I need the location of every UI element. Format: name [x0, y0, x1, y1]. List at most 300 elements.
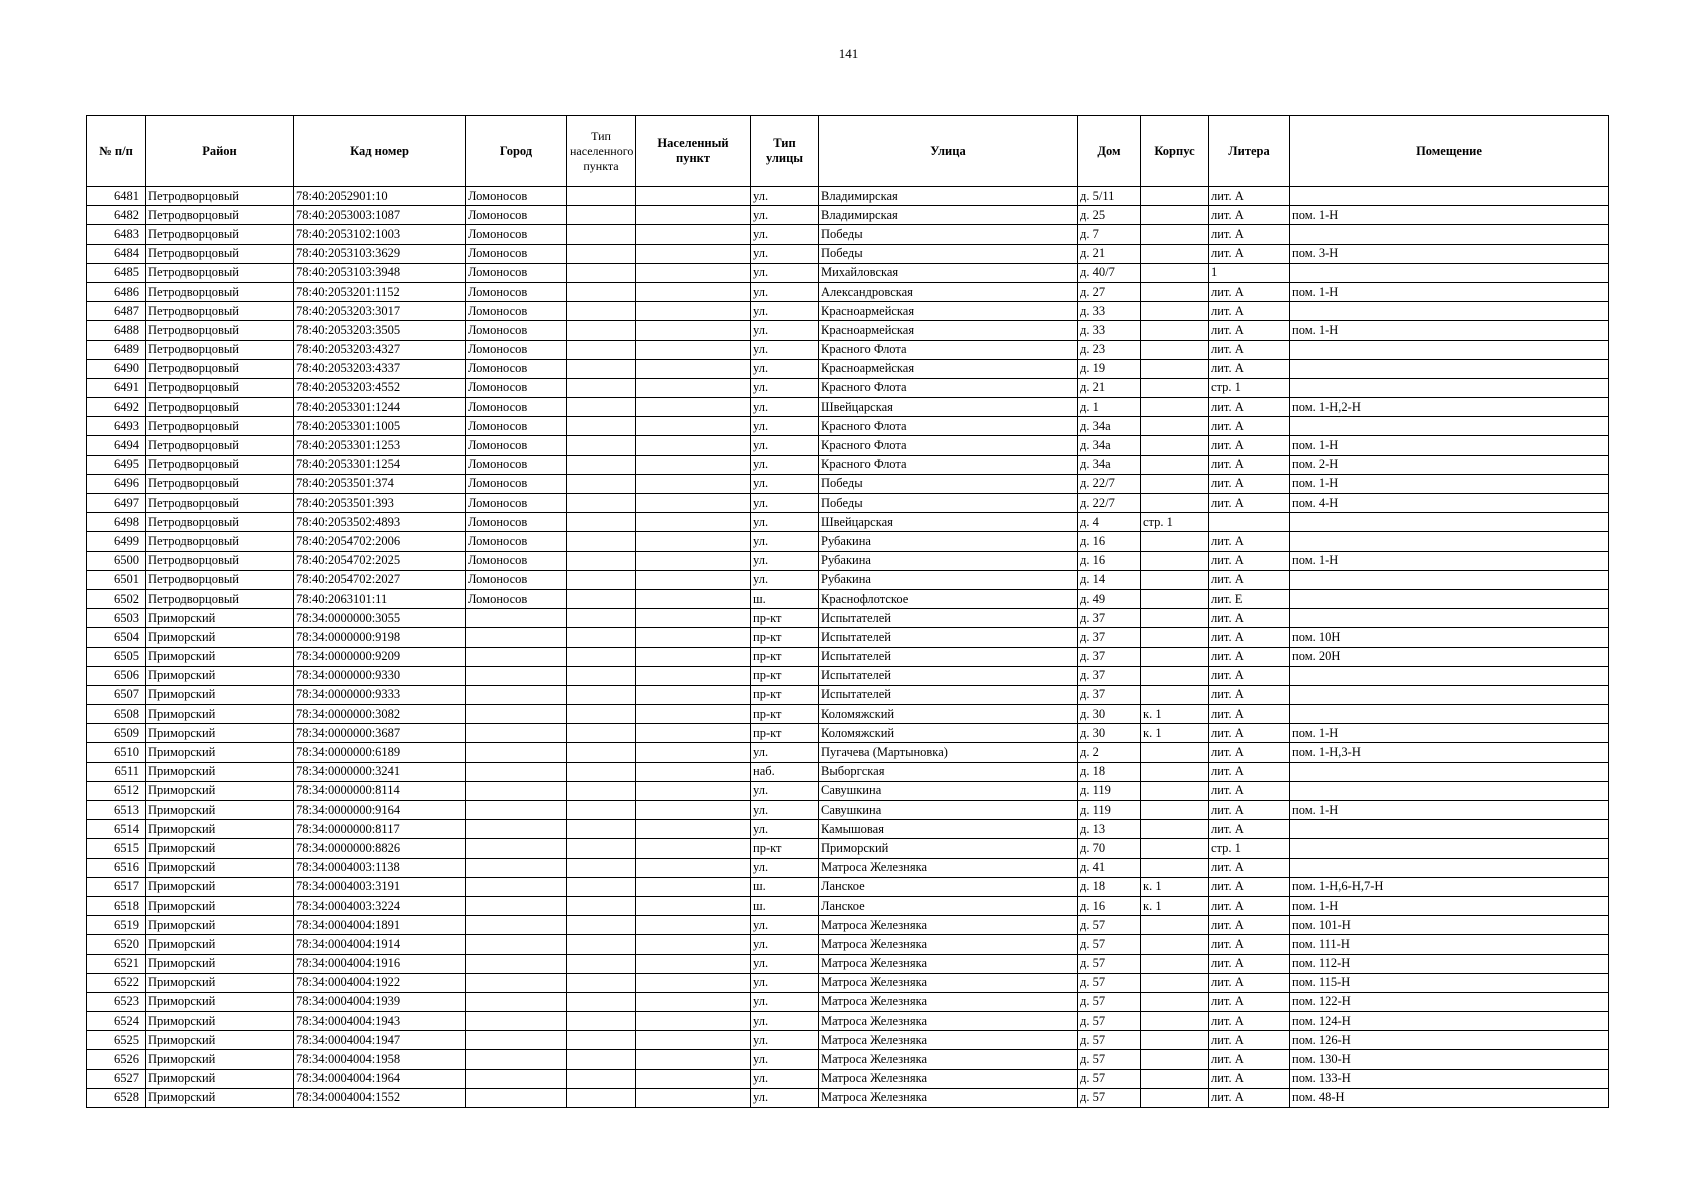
table-cell — [636, 1012, 751, 1031]
table-cell: пр-кт — [751, 724, 819, 743]
table-cell — [466, 1050, 567, 1069]
table-cell: Матроса Железняка — [819, 1088, 1078, 1107]
table-cell — [567, 628, 636, 647]
table-cell: Петродворцовый — [146, 513, 294, 532]
table-cell — [1141, 1069, 1209, 1088]
table-cell — [1290, 705, 1609, 724]
table-cell: Красноармейская — [819, 321, 1078, 340]
table-cell — [567, 570, 636, 589]
table-row — [87, 282, 1609, 301]
table-cell: 6504 — [87, 628, 146, 647]
table-cell: пом. 126-Н — [1290, 1031, 1609, 1050]
table-cell — [1141, 781, 1209, 800]
table-cell: Петродворцовый — [146, 378, 294, 397]
table-cell — [466, 609, 567, 628]
table-cell — [567, 302, 636, 321]
table-cell: Приморский — [819, 839, 1078, 858]
table-cell — [636, 263, 751, 282]
table-cell: д. 33 — [1078, 321, 1141, 340]
table-cell — [636, 992, 751, 1011]
table-cell: Ломоносов — [466, 494, 567, 513]
table-cell: Победы — [819, 244, 1078, 263]
table-cell — [1141, 321, 1209, 340]
table-cell: д. 37 — [1078, 647, 1141, 666]
table-row — [87, 532, 1609, 551]
table-cell — [567, 532, 636, 551]
table-cell: д. 14 — [1078, 570, 1141, 589]
table-cell — [466, 1031, 567, 1050]
table-cell — [567, 743, 636, 762]
table-cell: лит. А — [1209, 1069, 1290, 1088]
table-cell: Приморский — [146, 820, 294, 839]
table-cell: лит. А — [1209, 801, 1290, 820]
table-cell — [466, 628, 567, 647]
table-cell — [1141, 570, 1209, 589]
table-cell: Ломоносов — [466, 436, 567, 455]
table-cell — [636, 973, 751, 992]
table-cell — [567, 609, 636, 628]
table-cell: ул. — [751, 513, 819, 532]
table-cell: Приморский — [146, 628, 294, 647]
table-cell — [636, 743, 751, 762]
table-cell: лит. А — [1209, 858, 1290, 877]
table-cell: Победы — [819, 494, 1078, 513]
table-cell: 6490 — [87, 359, 146, 378]
table-cell — [636, 398, 751, 417]
table-cell: лит. А — [1209, 628, 1290, 647]
table-cell: ул. — [751, 781, 819, 800]
table-cell: ул. — [751, 378, 819, 397]
table-cell: ул. — [751, 206, 819, 225]
table-cell: к. 1 — [1141, 877, 1209, 896]
table-cell: Матроса Железняка — [819, 973, 1078, 992]
table-cell — [1141, 839, 1209, 858]
table-cell: пом. 124-Н — [1290, 1012, 1609, 1031]
table-cell: 78:34:0004004:1947 — [294, 1031, 466, 1050]
table-cell — [567, 896, 636, 915]
table-cell — [636, 455, 751, 474]
table-cell: д. 57 — [1078, 954, 1141, 973]
table-cell — [1141, 935, 1209, 954]
table-cell: лит. А — [1209, 1012, 1290, 1031]
table-cell — [1290, 417, 1609, 436]
table-cell: 78:40:2053301:1244 — [294, 398, 466, 417]
table-cell: д. 13 — [1078, 820, 1141, 839]
table-cell: Испытателей — [819, 685, 1078, 704]
table-cell — [1141, 628, 1209, 647]
table-cell: 6489 — [87, 340, 146, 359]
table-cell: ул. — [751, 282, 819, 301]
table-cell — [466, 935, 567, 954]
table-cell: 6526 — [87, 1050, 146, 1069]
table-cell — [567, 340, 636, 359]
table-cell: д. 27 — [1078, 282, 1141, 301]
table-cell: Победы — [819, 474, 1078, 493]
table-cell — [466, 685, 567, 704]
table-cell: Ломоносов — [466, 302, 567, 321]
table-cell: д. 37 — [1078, 609, 1141, 628]
table-cell: Приморский — [146, 1031, 294, 1050]
table-row — [87, 1050, 1609, 1069]
table-cell: Петродворцовый — [146, 417, 294, 436]
table-cell: пом. 115-Н — [1290, 973, 1609, 992]
table-cell: Савушкина — [819, 801, 1078, 820]
table-cell — [466, 666, 567, 685]
table-cell: Рубакина — [819, 570, 1078, 589]
table-cell: лит. А — [1209, 609, 1290, 628]
table-cell — [1141, 244, 1209, 263]
table-cell: Матроса Железняка — [819, 858, 1078, 877]
table-cell: пом. 10Н — [1290, 628, 1609, 647]
table-cell: Красноармейская — [819, 302, 1078, 321]
table-cell — [1290, 609, 1609, 628]
table-cell: 6527 — [87, 1069, 146, 1088]
table-cell: д. 57 — [1078, 1031, 1141, 1050]
table-row — [87, 743, 1609, 762]
table-cell — [1141, 1088, 1209, 1107]
table-cell: пом. 111-Н — [1290, 935, 1609, 954]
column-header: Тип населенного пункта — [567, 116, 636, 187]
table-cell: ш. — [751, 589, 819, 608]
table-cell: 6509 — [87, 724, 146, 743]
table-cell — [567, 820, 636, 839]
table-cell: Ломоносов — [466, 570, 567, 589]
table-cell — [636, 724, 751, 743]
table-cell: 78:40:2053201:1152 — [294, 282, 466, 301]
table-cell: Ланское — [819, 896, 1078, 915]
table-cell: лит. А — [1209, 225, 1290, 244]
table-cell — [567, 417, 636, 436]
table-cell: 78:34:0004004:1891 — [294, 916, 466, 935]
table-cell: пом. 1-Н,6-Н,7-Н — [1290, 877, 1609, 896]
table-cell: Швейцарская — [819, 513, 1078, 532]
table-cell: Петродворцовый — [146, 263, 294, 282]
table-cell: стр. 1 — [1209, 839, 1290, 858]
table-cell: 78:40:2053501:374 — [294, 474, 466, 493]
table-cell: Петродворцовый — [146, 187, 294, 206]
table-cell — [636, 244, 751, 263]
table-cell: 78:40:2053103:3948 — [294, 263, 466, 282]
table-cell — [1141, 359, 1209, 378]
table-cell — [636, 858, 751, 877]
table-cell: лит. А — [1209, 954, 1290, 973]
table-cell: д. 70 — [1078, 839, 1141, 858]
table-cell: пом. 1-Н — [1290, 321, 1609, 340]
table-cell — [636, 935, 751, 954]
table-cell — [1141, 494, 1209, 513]
table-cell: д. 57 — [1078, 1069, 1141, 1088]
table-cell — [567, 954, 636, 973]
table-cell: 78:40:2053301:1005 — [294, 417, 466, 436]
table-row — [87, 206, 1609, 225]
table-row — [87, 1069, 1609, 1088]
table-row — [87, 820, 1609, 839]
table-cell: ул. — [751, 263, 819, 282]
table-cell: 6492 — [87, 398, 146, 417]
table-cell: Приморский — [146, 973, 294, 992]
table-cell: д. 16 — [1078, 896, 1141, 915]
table-cell — [1141, 1050, 1209, 1069]
table-cell: Коломяжский — [819, 705, 1078, 724]
table-row — [87, 225, 1609, 244]
table-cell: пом. 122-Н — [1290, 992, 1609, 1011]
table-cell — [1290, 378, 1609, 397]
table-cell: Приморский — [146, 705, 294, 724]
table-cell: 6510 — [87, 743, 146, 762]
table-cell: ул. — [751, 551, 819, 570]
table-cell: пом. 1-Н,3-Н — [1290, 743, 1609, 762]
table-cell: Матроса Железняка — [819, 1031, 1078, 1050]
table-cell: лит. А — [1209, 417, 1290, 436]
table-cell: 78:34:0000000:6189 — [294, 743, 466, 762]
table-cell — [1290, 263, 1609, 282]
table-cell — [1290, 858, 1609, 877]
table-cell: Приморский — [146, 935, 294, 954]
table-cell: лит. А — [1209, 532, 1290, 551]
table-cell: 6515 — [87, 839, 146, 858]
table-cell — [567, 647, 636, 666]
table-row — [87, 1031, 1609, 1050]
table-cell: ул. — [751, 244, 819, 263]
table-cell: ул. — [751, 570, 819, 589]
table-cell: 6498 — [87, 513, 146, 532]
table-cell: ул. — [751, 436, 819, 455]
column-header: Корпус — [1141, 116, 1209, 187]
table-cell: д. 57 — [1078, 1050, 1141, 1069]
table-cell: Петродворцовый — [146, 570, 294, 589]
table-cell: лит. А — [1209, 647, 1290, 666]
table-row — [87, 858, 1609, 877]
table-cell — [466, 1088, 567, 1107]
table-cell: Приморский — [146, 858, 294, 877]
table-cell: д. 41 — [1078, 858, 1141, 877]
table-cell — [1290, 762, 1609, 781]
table-cell: пом. 20Н — [1290, 647, 1609, 666]
table-cell: Приморский — [146, 839, 294, 858]
table-cell — [567, 206, 636, 225]
table-cell: лит. А — [1209, 992, 1290, 1011]
table-cell — [636, 628, 751, 647]
table-row — [87, 570, 1609, 589]
table-cell: пр-кт — [751, 839, 819, 858]
table-row — [87, 513, 1609, 532]
table-cell: 1 — [1209, 263, 1290, 282]
table-row — [87, 992, 1609, 1011]
table-cell: Ломоносов — [466, 244, 567, 263]
table-cell: Приморский — [146, 954, 294, 973]
table-cell: 6511 — [87, 762, 146, 781]
table-cell: Приморский — [146, 916, 294, 935]
table-cell: Приморский — [146, 801, 294, 820]
table-cell: 78:40:2052901:10 — [294, 187, 466, 206]
table-cell: ш. — [751, 877, 819, 896]
table-cell: 6523 — [87, 992, 146, 1011]
table-row — [87, 762, 1609, 781]
table-cell: Петродворцовый — [146, 494, 294, 513]
table-cell — [1290, 532, 1609, 551]
table-cell: 78:34:0000000:8114 — [294, 781, 466, 800]
table-cell — [567, 801, 636, 820]
table-cell: пом. 1-Н — [1290, 896, 1609, 915]
table-cell: лит. А — [1209, 743, 1290, 762]
table-cell: д. 57 — [1078, 935, 1141, 954]
table-row — [87, 954, 1609, 973]
table-cell: д. 57 — [1078, 973, 1141, 992]
table-cell: 6508 — [87, 705, 146, 724]
table-cell: Михайловская — [819, 263, 1078, 282]
table-cell — [636, 417, 751, 436]
table-cell: д. 5/11 — [1078, 187, 1141, 206]
table-cell: 6488 — [87, 321, 146, 340]
table-cell: 6506 — [87, 666, 146, 685]
table-cell: Приморский — [146, 743, 294, 762]
table-cell: Приморский — [146, 685, 294, 704]
table-cell: пр-кт — [751, 705, 819, 724]
table-cell — [567, 263, 636, 282]
table-cell — [1141, 858, 1209, 877]
table-cell: д. 30 — [1078, 724, 1141, 743]
table-cell: 6501 — [87, 570, 146, 589]
table-row — [87, 916, 1609, 935]
table-cell — [1290, 781, 1609, 800]
table-cell: Петродворцовый — [146, 244, 294, 263]
table-cell — [1141, 282, 1209, 301]
table-cell — [466, 801, 567, 820]
table-cell: лит. А — [1209, 877, 1290, 896]
table-cell — [636, 954, 751, 973]
table-cell: ул. — [751, 398, 819, 417]
table-cell: Ломоносов — [466, 225, 567, 244]
table-row — [87, 973, 1609, 992]
table-cell — [466, 839, 567, 858]
table-cell: Коломяжский — [819, 724, 1078, 743]
table-cell: пом. 112-Н — [1290, 954, 1609, 973]
table-cell: Приморский — [146, 647, 294, 666]
table-cell: наб. — [751, 762, 819, 781]
table-cell: 78:40:2053003:1087 — [294, 206, 466, 225]
registry-table — [86, 115, 1609, 1108]
table-cell — [636, 206, 751, 225]
table-cell: лит. А — [1209, 474, 1290, 493]
table-cell: лит. А — [1209, 724, 1290, 743]
table-cell: к. 1 — [1141, 724, 1209, 743]
table-cell: пом. 1-Н — [1290, 801, 1609, 820]
table-cell — [567, 436, 636, 455]
table-cell: лит. А — [1209, 282, 1290, 301]
table-cell: лит. А — [1209, 685, 1290, 704]
table-cell: пом. 1-Н — [1290, 206, 1609, 225]
table-cell: лит. А — [1209, 187, 1290, 206]
table-cell — [636, 282, 751, 301]
table-cell: Приморский — [146, 666, 294, 685]
table-row — [87, 340, 1609, 359]
table-cell — [567, 589, 636, 608]
table-cell: Красного Флота — [819, 417, 1078, 436]
column-header: Район — [146, 116, 294, 187]
table-cell — [567, 1050, 636, 1069]
table-cell: лит. А — [1209, 896, 1290, 915]
column-header: Улица — [819, 116, 1078, 187]
table-cell: д. 37 — [1078, 628, 1141, 647]
table-row — [87, 187, 1609, 206]
table-cell: ул. — [751, 973, 819, 992]
table-cell: Испытателей — [819, 609, 1078, 628]
table-cell: д. 30 — [1078, 705, 1141, 724]
table-cell — [636, 916, 751, 935]
page-number: 141 — [838, 46, 859, 61]
table-cell — [1290, 359, 1609, 378]
table-cell — [636, 685, 751, 704]
table-cell: Приморский — [146, 896, 294, 915]
table-cell: д. 21 — [1078, 378, 1141, 397]
table-cell: д. 4 — [1078, 513, 1141, 532]
table-cell: лит. А — [1209, 705, 1290, 724]
table-cell: 6520 — [87, 935, 146, 954]
table-cell: Приморский — [146, 724, 294, 743]
table-cell: Приморский — [146, 1012, 294, 1031]
table-cell: 6528 — [87, 1088, 146, 1107]
table-cell: 78:34:0000000:3241 — [294, 762, 466, 781]
table-cell: Приморский — [146, 877, 294, 896]
table-cell: д. 57 — [1078, 1012, 1141, 1031]
column-header: Город — [466, 116, 567, 187]
table-cell: пр-кт — [751, 685, 819, 704]
table-cell — [466, 896, 567, 915]
table-cell: д. 2 — [1078, 743, 1141, 762]
table-cell — [636, 647, 751, 666]
table-cell — [1141, 589, 1209, 608]
column-header: Литера — [1209, 116, 1290, 187]
table-cell: ул. — [751, 1069, 819, 1088]
table-cell — [1141, 187, 1209, 206]
table-cell: Ломоносов — [466, 359, 567, 378]
table-cell — [636, 225, 751, 244]
table-cell: Петродворцовый — [146, 206, 294, 225]
table-cell: 78:34:0000000:3055 — [294, 609, 466, 628]
table-cell: лит. А — [1209, 935, 1290, 954]
table-cell: д. 57 — [1078, 916, 1141, 935]
table-cell: Красного Флота — [819, 455, 1078, 474]
table-cell: пом. 1-Н — [1290, 724, 1609, 743]
table-cell: лит. А — [1209, 302, 1290, 321]
table-cell: Ланское — [819, 877, 1078, 896]
table-cell: 78:40:2053301:1253 — [294, 436, 466, 455]
table-cell: пр-кт — [751, 628, 819, 647]
table-cell: д. 16 — [1078, 532, 1141, 551]
table-cell: Петродворцовый — [146, 282, 294, 301]
table-cell: ул. — [751, 321, 819, 340]
table-cell: 6487 — [87, 302, 146, 321]
table-cell: лит. А — [1209, 570, 1290, 589]
table-cell — [567, 474, 636, 493]
table-cell — [567, 225, 636, 244]
table-cell: 6500 — [87, 551, 146, 570]
table-cell — [636, 589, 751, 608]
table-cell — [1141, 973, 1209, 992]
table-cell — [466, 1069, 567, 1088]
table-cell: д. 57 — [1078, 992, 1141, 1011]
table-cell: д. 1 — [1078, 398, 1141, 417]
table-cell: Ломоносов — [466, 474, 567, 493]
table-cell — [1141, 398, 1209, 417]
table-cell — [567, 724, 636, 743]
table-cell: Ломоносов — [466, 340, 567, 359]
table-cell — [1290, 513, 1609, 532]
table-cell — [567, 762, 636, 781]
table-cell: 6485 — [87, 263, 146, 282]
table-row — [87, 474, 1609, 493]
column-header: Помещение — [1290, 116, 1609, 187]
